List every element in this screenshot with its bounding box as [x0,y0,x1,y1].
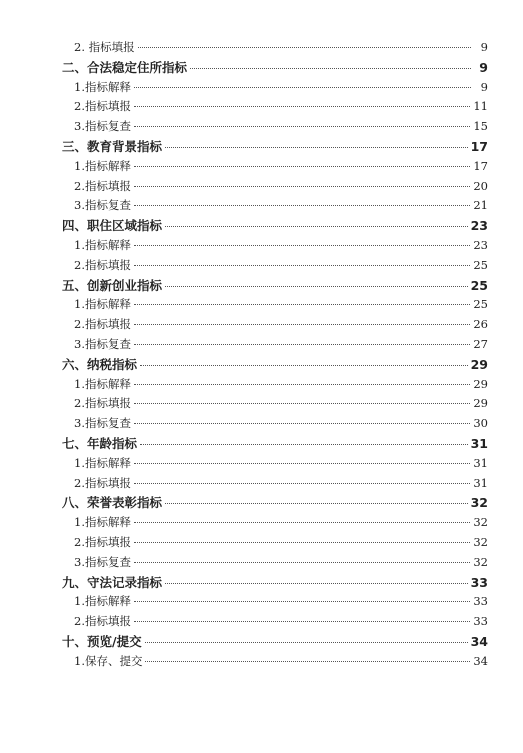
toc-subsection-entry[interactable] [62,97,488,117]
dot-leader [134,402,470,404]
dot-leader [134,521,470,523]
toc-entry-title: 2. 指标填报 [74,40,135,54]
toc-entry-page-number: 15 [473,119,488,134]
dot-leader [134,462,470,464]
toc-entry-page-number: 20 [473,178,488,193]
toc-section-entry[interactable] [62,434,488,454]
dot-leader [134,125,470,127]
dot-leader [140,443,468,445]
toc-section-entry[interactable] [62,573,488,593]
toc-entry-page-number: 30 [473,416,488,431]
toc-subsection-entry[interactable] [62,414,488,434]
toc-entry-page-number: 26 [473,317,488,332]
dot-leader [165,146,468,148]
toc-entry-title: 七、年龄指标 [62,435,138,451]
toc-entry-title: 2.指标填报 [74,99,131,114]
dot-leader [134,204,470,206]
toc-entry-title: 3.指标复查 [74,336,131,351]
toc-subsection-entry[interactable] [62,335,488,355]
toc-subsection-entry[interactable] [62,177,488,197]
toc-subsection-entry[interactable] [62,513,488,533]
toc-entry-title: 1.指标解释 [74,594,131,609]
toc-entry-page-number: 29 [470,356,488,372]
toc-entry-page-number: 34 [473,653,488,668]
toc-entry-title: 3.指标复查 [74,119,131,134]
dot-leader [145,660,470,662]
table-of-contents [62,38,488,672]
toc-entry-title: 八、荣誉表彰指标 [62,495,163,511]
toc-section-entry[interactable] [62,632,488,652]
toc-entry-page-number: 32 [470,495,488,511]
toc-section-entry[interactable] [62,58,488,78]
dot-leader [134,383,470,385]
toc-entry-page-number: 32 [473,515,488,530]
toc-subsection-entry[interactable] [62,474,488,494]
toc-entry-page-number: 9 [480,79,488,94]
toc-entry-title: 2.指标填报 [74,534,131,549]
toc-entry-title: 1.指标解释 [74,455,131,470]
toc-entry-title: 1.指标解释 [74,515,131,530]
toc-entry-title: 2.指标填报 [74,396,131,411]
toc-entry-title: 1.指标解释 [74,79,131,94]
toc-entry-title: 1.指标解释 [74,158,131,173]
toc-entry-title: 九、守法记录指标 [62,574,163,590]
toc-entry-page-number: 9 [480,40,488,54]
toc-entry-title: 1.指标解释 [74,297,131,312]
toc-entry-page-number: 23 [473,237,488,252]
dot-leader [134,482,470,484]
toc-entry-title: 十、预览/提交 [62,633,142,649]
toc-entry-page-number: 25 [473,257,488,272]
toc-subsection-entry[interactable] [62,454,488,474]
dot-leader [138,46,471,48]
dot-leader [134,323,470,325]
toc-entry-page-number: 23 [470,218,488,234]
toc-entry-title: 五、创新创业指标 [62,277,163,293]
toc-subsection-entry[interactable] [62,196,488,216]
dot-leader [190,67,471,69]
toc-entry-page-number: 9 [479,59,488,75]
dot-leader [134,422,470,424]
toc-subsection-entry[interactable] [62,295,488,315]
dot-leader [140,364,468,366]
toc-section-entry[interactable] [62,216,488,236]
toc-entry-page-number: 33 [470,574,488,590]
toc-subsection-entry[interactable] [62,315,488,335]
toc-entry-page-number: 11 [473,99,488,114]
toc-entry-page-number: 29 [473,376,488,391]
toc-section-entry[interactable] [62,493,488,513]
toc-subsection-entry[interactable] [62,612,488,632]
toc-entry-title: 3.指标复查 [74,198,131,213]
toc-entry-page-number: 33 [473,614,488,629]
toc-entry-title: 2.指标填报 [74,475,131,490]
dot-leader [134,165,470,167]
dot-leader [134,561,470,563]
dot-leader [134,185,470,187]
toc-subsection-entry[interactable] [62,553,488,573]
dot-leader [134,244,470,246]
dot-leader [165,502,468,504]
dot-leader [165,285,468,287]
dot-leader [134,264,470,266]
toc-subsection-entry[interactable] [62,157,488,177]
toc-entry-page-number: 32 [473,534,488,549]
toc-entry-page-number: 34 [470,633,488,649]
toc-subsection-entry[interactable] [62,256,488,276]
dot-leader [134,86,471,88]
toc-entry-page-number: 25 [470,277,488,293]
toc-subsection-entry[interactable] [62,78,488,98]
dot-leader [134,105,470,107]
toc-entry-title: 2.指标填报 [74,257,131,272]
toc-subsection-entry[interactable] [62,375,488,395]
dot-leader [134,600,470,602]
toc-entry-page-number: 17 [470,138,488,154]
toc-entry-title: 3.指标复查 [74,416,131,431]
toc-subsection-entry[interactable] [62,652,488,672]
dot-leader [165,225,468,227]
toc-subsection-entry[interactable] [62,394,488,414]
dot-leader [134,541,470,543]
toc-subsection-entry[interactable] [62,236,488,256]
toc-entry-page-number: 31 [473,475,488,490]
toc-entry-title: 3.指标复查 [74,554,131,569]
toc-entry-title: 二、合法稳定住所指标 [62,59,188,75]
toc-subsection-entry[interactable] [62,533,488,553]
toc-entry-page-number: 17 [473,158,488,173]
toc-subsection-entry[interactable] [62,38,488,58]
toc-entry-title: 三、教育背景指标 [62,138,163,154]
toc-entry-page-number: 31 [470,435,488,451]
toc-entry-title: 2.指标填报 [74,178,131,193]
toc-section-entry[interactable] [62,276,488,296]
toc-section-entry[interactable] [62,137,488,157]
toc-entry-page-number: 25 [473,297,488,312]
toc-subsection-entry[interactable] [62,592,488,612]
toc-entry-page-number: 32 [473,554,488,569]
toc-section-entry[interactable] [62,355,488,375]
toc-entry-title: 2.指标填报 [74,614,131,629]
toc-entry-title: 1.指标解释 [74,376,131,391]
dot-leader [134,303,470,305]
dot-leader [134,343,470,345]
toc-entry-title: 1.指标解释 [74,237,131,252]
toc-entry-title: 2.指标填报 [74,317,131,332]
toc-entry-page-number: 33 [473,594,488,609]
dot-leader [165,582,468,584]
dot-leader [145,641,468,643]
toc-entry-title: 1.保存、提交 [74,653,143,668]
toc-subsection-entry[interactable] [62,117,488,137]
toc-entry-page-number: 29 [473,396,488,411]
toc-entry-page-number: 31 [473,455,488,470]
toc-entry-page-number: 27 [473,336,488,351]
toc-entry-title: 六、纳税指标 [62,356,138,372]
dot-leader [134,620,470,622]
toc-entry-title: 四、职住区域指标 [62,218,163,234]
toc-entry-page-number: 21 [473,198,488,213]
